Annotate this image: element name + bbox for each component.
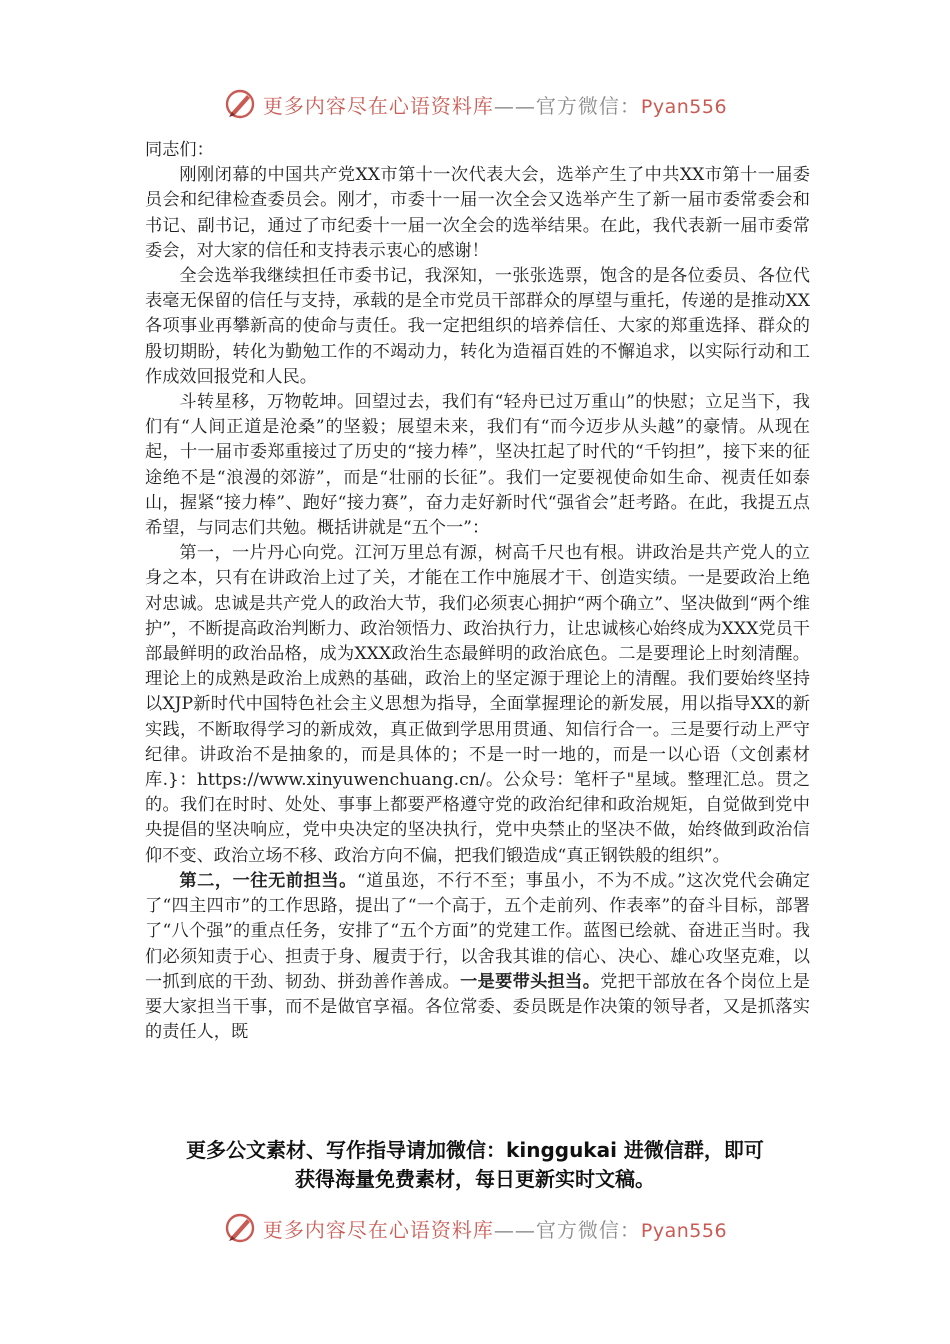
banner-label: 官方微信： <box>535 93 641 118</box>
paragraph-5-text-1: “道虽迩，不行不至；事虽小，不为不成。”这次党代会确定了“四主四市”的工作思路，提出了“一个高于，五个走前列、作表率”的奋斗目标，部署了“八个强”的重点任务，安排了“五个方面”的党建工作。蓝图已绘就、奋进正当时。我们必须知责于心、担责于身、履责于行，以舍我其谁的信心、决心、雄心攻坚克难，以一抓到底的干劲、韧劲、拼劲善作善成。 <box>145 870 810 992</box>
pen-logo-icon <box>223 1211 257 1245</box>
banner-wechat-id: Pyan556 <box>640 95 728 118</box>
header-banner-text <box>263 90 727 119</box>
banner-title: 更多内容尽在心语资料库 <box>262 1217 494 1242</box>
paragraph-5-heading: 第二，一往无前担当。 <box>179 870 357 891</box>
promo-line-2: 获得海量免费素材，每日更新实时文稿。 <box>295 1167 655 1191</box>
paragraph-5 <box>145 869 810 1045</box>
paragraph-5-subheading: 一是要带头担当。 <box>460 971 601 992</box>
banner-label: 官方微信： <box>535 1217 641 1242</box>
paragraph-1: 刚刚闭幕的中国共产党XX市第十一次代表大会，选举产生了中共XX市第十一届委员会和纪律检查委员会。刚才，市委十一届一次全会又选举产生了新一届市委常委会和书记、副书记，通过了市纪委十一届一次全会的选举结果。在此，我代表新一届市委常委会，对大家的信任和支持表示衷心的感谢！ <box>145 165 810 261</box>
paragraph-3: 斗转星移，万物乾坤。回望过去，我们有“轻舟已过万重山”的快慰；立足当下，我们有“人间正道是沧桑”的坚毅；展望未来，我们有“而今迈步从头越”的豪情。从现在起，十一届市委郑重接过了历史的“接力棒”，坚决扛起了时代的“千钧担”，接下来的征途绝不是“浪漫的郊游”，而是“壮丽的长征”。我们一定要视使命如生命、视责任如泰山，握紧“接力棒”、跑好“接力赛”，奋力走好新时代“强省会”赶考路。在此，我提五点希望，与同志们共勉。概括讲就是“五个一”： <box>145 392 810 539</box>
banner-separator: —— <box>493 1217 536 1242</box>
pen-logo-icon <box>223 87 257 121</box>
banner-title: 更多内容尽在心语资料库 <box>262 93 494 118</box>
banner-wechat-id: Pyan556 <box>640 1219 728 1242</box>
banner-separator: —— <box>493 93 536 118</box>
paragraph-2: 全会选举我继续担任市委书记，我深知，一张张选票，饱含的是各位委员、各位代表毫无保留的信任与支持，承载的是全市党员干部群众的厚望与重托，传递的是推动XX各项事业再攀新高的使命与责任。我一定把组织的培养信任、大家的郑重选择、群众的殷切期盼，转化为勤勉工作的不竭动力，转化为造福百姓的不懈追求，以实际行动和工作成效回报党和人民。 <box>145 266 810 387</box>
footer-banner-text <box>263 1214 727 1243</box>
paragraph-4: 第一，一片丹心向党。江河万里总有源，树高千尺也有根。讲政治是共产党人的立身之本，只有在讲政治上过了关，才能在工作中施展才干、创造实绩。一是要政治上绝对忠诚。忠诚是共产党人的政治大节，我们必须衷心拥护“两个确立”、坚决做到“两个维护”，不断提高政治判断力、政治领悟力、政治执行力，让忠诚核心始终成为XXX党员干部最鲜明的政治品格，成为XXX政治生态最鲜明的政治底色。二是要理论上时刻清醒。理论上的成熟是政治上成熟的基础，政治上的坚定源于理论上的清醒。我们要始终坚持以XJP新时代中国特色社会主义思想为指导，全面掌握理论的新发展，用以指导XX的新实践，不断取得学习的新成效，真正做到学思用贯通、知信行合一。三是要行动上严守纪律。讲政治不是抽象的，而是具体的；不是一时一地的，而是一以心语（文创素材库.}：https://www.xinyuwenchuang.cn/。公众号：笔杆子"星域。整理汇总。贯之的。我们在时时、处处、事事上都要严格遵守党的政治纪律和政治规矩，自觉做到党中央提倡的坚决响应，党中央决定的坚决执行，党中央禁止的坚决不做，始终做到政治信仰不变、政治立场不移、政治方向不偏，把我们锻造成“真正钢铁般的组织”。 <box>145 543 810 866</box>
header-banner <box>0 86 950 122</box>
footer-banner <box>0 1210 950 1246</box>
promo-line-1: 更多公文素材、写作指导请加微信：kinggukai 进微信群，即可 <box>186 1138 764 1162</box>
document-body <box>145 138 810 1045</box>
paragraph-5-text-2: 党把干部放在各个岗位上是要大家担当干事，而不是做官享福。各位常委、委员既是作决策的领导者，又是抓落实的责任人，既 <box>145 971 810 1043</box>
promo-notice <box>95 1136 855 1194</box>
greeting: 同志们： <box>145 140 214 160</box>
